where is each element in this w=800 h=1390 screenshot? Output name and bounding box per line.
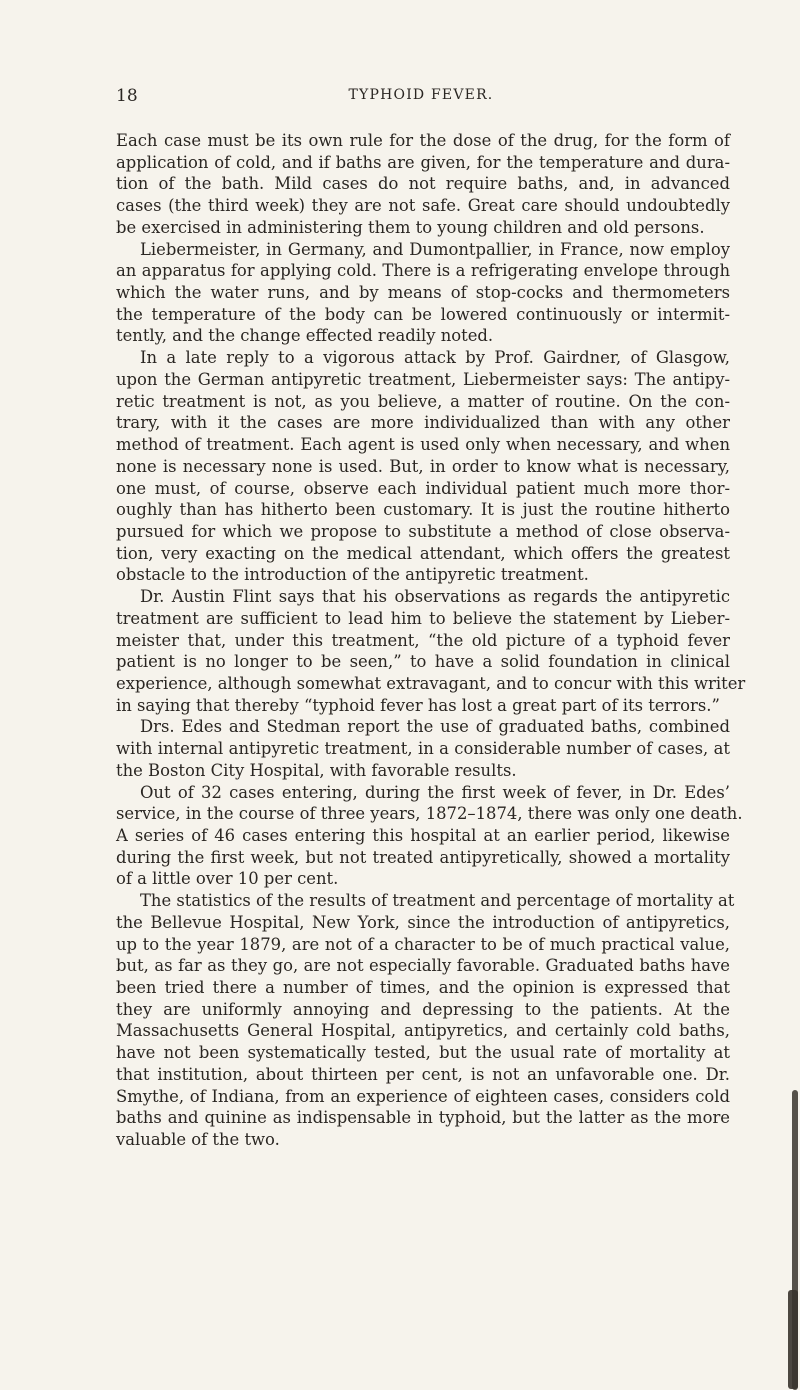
text-line: been tried there a number of times, and the opinion is expressed that (116, 978, 730, 998)
text-line: patient is no longer to be seen,” to have a solid foundation in clinical (116, 652, 730, 672)
text-line: In a late reply to a vigorous attack by Prof. Gairdner, of Glasgow, (140, 348, 730, 368)
text-line: have not been systematically tested, but the usual rate of mortality at (116, 1043, 730, 1063)
text-line: of a little over 10 per cent. (116, 869, 339, 889)
text-line: Drs. Edes and Stedman report the use of graduated baths, combined (140, 717, 730, 737)
text-line: trary, with it the cases are more individualized than with any other (116, 413, 730, 433)
text-line: in saying that thereby “typhoid fever has lost a great part of its terrors.” (116, 695, 720, 715)
text-line: retic treatment is not, as you believe, a matter of routine. On the con- (116, 391, 730, 411)
running-title: TYPHOID FEVER. (348, 87, 494, 103)
body-text (116, 130, 746, 1151)
text-line: Liebermeister, in Germany, and Dumontpallier, in France, now employ (140, 239, 730, 259)
text-line: experience, although somewhat extravagant, and to concur with this writer (116, 673, 746, 693)
text-line: tion, very exacting on the medical attendant, which offers the greatest (116, 543, 730, 563)
text-line: be exercised in administering them to young children and old persons. (116, 217, 705, 237)
text-line: which the water runs, and by means of stop-cocks and thermometers (116, 283, 730, 303)
text-line: obstacle to the introduction of the antipyretic treatment. (116, 565, 589, 585)
text-line: with internal antipyretic treatment, in a considerable number of cases, at (116, 739, 730, 759)
text-line: up to the year 1879, are not of a character to be of much practical value, (116, 934, 730, 954)
text-line: they are uniformly annoying and depressing to the patients. At the (116, 999, 730, 1019)
text-line: during the first week, but not treated antipyretically, showed a mortality (116, 847, 730, 867)
text-line: The statistics of the results of treatment and percentage of mortality at (140, 891, 735, 911)
text-line: none is necessary none is used. But, in order to know what is necessary, (116, 456, 730, 476)
text-line: pursued for which we propose to substitute a method of close observa- (116, 521, 730, 541)
running-head (116, 86, 726, 108)
text-line: application of cold, and if baths are given, for the temperature and dura- (116, 152, 730, 172)
text-line: meister that, under this treatment, “the old picture of a typhoid fever (116, 630, 730, 650)
text-line: tently, and the change effected readily noted. (116, 326, 494, 346)
text-line: Out of 32 cases entering, during the first week of fever, in Dr. Edes’ (140, 782, 730, 802)
text-line: oughly than has hitherto been customary. It is just the routine hitherto (116, 500, 730, 520)
text-line: an apparatus for applying cold. There is a refrigerating envelope through (116, 261, 730, 281)
page-number: 18 (116, 86, 138, 106)
edge-smudge (788, 1290, 798, 1389)
text-line: Dr. Austin Flint says that his observations as regards the antipyretic (140, 587, 730, 607)
text-line: baths and quinine as indispensable in typhoid, but the latter as the more (116, 1108, 730, 1128)
text-line: the Bellevue Hospital, New York, since the introduction of antipyretics, (116, 912, 730, 932)
text-line: cases (the third week) they are not safe. Great care should undoubtedly (116, 196, 730, 216)
text-line: treatment are sufficient to lead him to believe the statement by Lieber- (116, 608, 730, 628)
text-line: method of treatment. Each agent is used only when necessary, and when (116, 435, 730, 455)
text-line: tion of the bath. Mild cases do not require baths, and, in advanced (116, 174, 730, 194)
text-line: Smythe, of Indiana, from an experience of eighteen cases, considers cold (116, 1086, 730, 1106)
text-line: that institution, about thirteen per cent, is not an unfavorable one. Dr. (116, 1064, 730, 1084)
text-line: A series of 46 cases entering this hospital at an earlier period, likewise (116, 826, 730, 845)
text-line: the Boston City Hospital, with favorable results. (116, 760, 517, 780)
text-line: Each case must be its own rule for the dose of the drug, for the form of (116, 131, 730, 150)
text-line: the temperature of the body can be lowered continuously or intermit- (116, 304, 730, 324)
text-line: but, as far as they go, are not especially favorable. Graduated baths have (116, 956, 730, 976)
text-line: service, in the course of three years, 1872–1874, there was only one death. (116, 804, 743, 824)
text-line: one must, of course, observe each individual patient much more thor- (116, 478, 730, 498)
text-line: upon the German antipyretic treatment, Liebermeister says: The antipy- (116, 369, 730, 389)
text-line: Massachusetts General Hospital, antipyretics, and certainly cold baths, (116, 1021, 730, 1041)
text-line: valuable of the two. (116, 1130, 280, 1150)
